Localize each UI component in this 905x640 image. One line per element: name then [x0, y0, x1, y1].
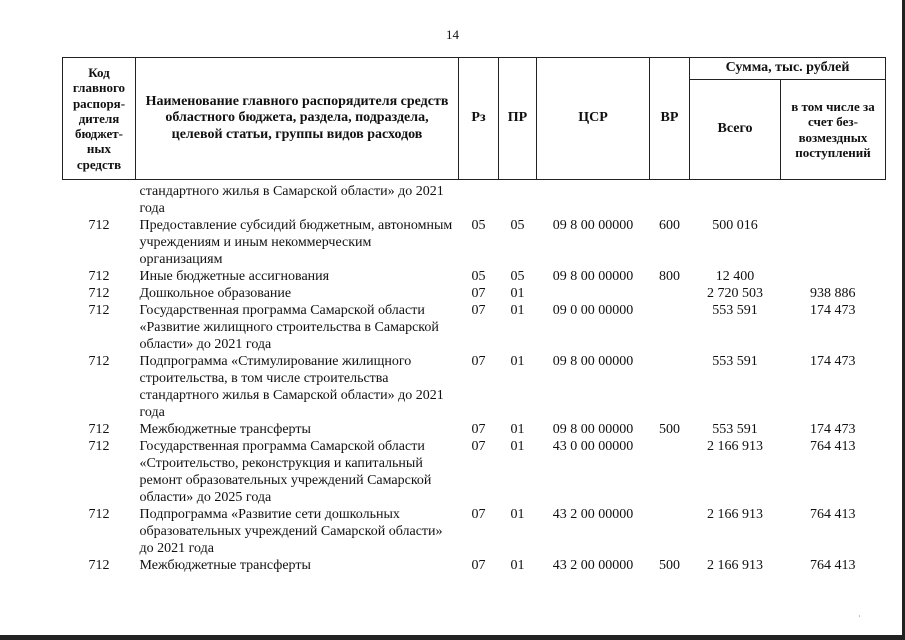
cell-code: 712: [88, 269, 110, 284]
cell-pr: 01: [510, 286, 525, 301]
table-row: [63, 217, 886, 268]
table-row: [63, 557, 886, 574]
cell-name: Дошкольное образование: [139, 286, 292, 301]
header-name: Наименование главного распорядителя средств областного бюджета, раздела, подраздела, целевой статьи, группы видов расходов: [136, 58, 459, 180]
cell-csr: 09 8 00 00000: [552, 422, 634, 437]
cell-csr: 43 0 00 00000: [552, 439, 634, 454]
header-vr: ВР: [650, 58, 690, 180]
cell-vr: [650, 438, 690, 506]
header-csr: ЦСР: [537, 58, 650, 180]
cell-pr: 01: [510, 422, 525, 437]
budget-table: [62, 57, 886, 574]
cell-total: 12 400: [715, 269, 755, 284]
cell-including: 174 473: [810, 354, 856, 369]
cell-csr: 43 2 00 00000: [552, 558, 634, 573]
scan-mark: ·: [858, 612, 861, 621]
cell-including: 174 473: [810, 422, 856, 437]
cell-total: 2 720 503: [707, 286, 763, 301]
header-sum-group: Сумма, тыс. рублей: [690, 58, 886, 80]
cell-including: [781, 217, 886, 268]
cell-pr: 01: [510, 354, 525, 369]
cell-name: Иные бюджетные ассигнования: [139, 269, 330, 284]
cell-vr: 600: [659, 218, 680, 233]
cell-vr: [650, 506, 690, 557]
cell-name: Государственная программа Самарской области «Строительство, реконструкция и капитальный ремонт образовательных учреждений Самарской области» до 2025 года: [139, 439, 432, 505]
cell-csr: [537, 285, 650, 302]
cell-name: Государственная программа Самарской области «Развитие жилищного строительства в Самарской области» до 2021 года: [139, 303, 439, 352]
table-row: [63, 421, 886, 438]
cell-rz: 05: [471, 218, 486, 233]
cell-pr: 01: [510, 558, 525, 573]
cell-pr: 01: [510, 507, 525, 522]
cell-total: 500 016: [712, 218, 758, 233]
cell-csr: 09 8 00 00000: [552, 269, 634, 284]
cell-rz: 05: [471, 269, 486, 284]
header-total: Всего: [690, 80, 781, 180]
cell-vr: [650, 302, 690, 353]
cell-pr: 01: [510, 303, 525, 318]
table-row: [63, 506, 886, 557]
table-body: [63, 180, 886, 575]
table-row-continuation: [63, 180, 886, 218]
cell-rz: 07: [471, 303, 486, 318]
cell-csr: 09 0 00 00000: [552, 303, 634, 318]
cell-code: 712: [88, 218, 110, 233]
cell-including: 764 413: [810, 507, 856, 522]
cell-total: 2 166 913: [707, 507, 763, 522]
table-row: [63, 285, 886, 302]
cell-name: Межбюджетные трансферты: [139, 558, 311, 573]
cell-total: 553 591: [712, 422, 758, 437]
cell-code: 712: [88, 507, 110, 522]
cell-total: 2 166 913: [707, 558, 763, 573]
cell-rz: 07: [471, 507, 486, 522]
cell-rz: 07: [471, 422, 486, 437]
cell-csr: 43 2 00 00000: [552, 507, 634, 522]
header-rz: Рз: [459, 58, 499, 180]
cell-total: 553 591: [712, 354, 758, 369]
cell-vr: [650, 285, 690, 302]
cell-name: Подпрограмма «Развитие сети дошкольных образовательных учреждений Самарской области» до 2021 года: [139, 507, 443, 556]
cell-csr: 09 8 00 00000: [552, 354, 634, 369]
table-header: [63, 58, 886, 180]
cell-including: 938 886: [810, 286, 856, 301]
cell-code: 712: [88, 303, 110, 318]
table-row: [63, 268, 886, 285]
continuation-text: стандартного жилья в Самарской области» до 2021 года: [139, 184, 444, 216]
header-pr: ПР: [499, 58, 537, 180]
header-code: Код главного распоря-дителя бюджет-ных средств: [63, 58, 136, 180]
cell-vr: [650, 353, 690, 421]
table-row: [63, 438, 886, 506]
page-number: 14: [446, 27, 459, 42]
cell-code: 712: [88, 422, 110, 437]
cell-code: 712: [88, 354, 110, 369]
cell-pr: 05: [510, 269, 525, 284]
cell-vr: 500: [659, 422, 680, 437]
cell-rz: 07: [471, 286, 486, 301]
cell-csr: 09 8 00 00000: [552, 218, 634, 233]
cell-rz: 07: [471, 558, 486, 573]
cell-pr: 05: [510, 218, 525, 233]
header-including: в том числе за счет без-возмездных поступлений: [781, 80, 886, 180]
cell-name: Предоставление субсидий бюджетным, автономным учреждениям и иным некоммерческим организациям: [139, 218, 453, 267]
table-row: [63, 302, 886, 353]
cell-vr: 800: [659, 269, 680, 284]
cell-code: 712: [88, 439, 110, 454]
cell-including: 764 413: [810, 439, 856, 454]
cell-name: Межбюджетные трансферты: [139, 422, 311, 437]
cell-total: 2 166 913: [707, 439, 763, 454]
cell-including: 174 473: [810, 303, 856, 318]
cell-code: 712: [88, 286, 110, 301]
cell-rz: 07: [471, 439, 486, 454]
cell-rz: 07: [471, 354, 486, 369]
cell-vr: 500: [659, 558, 680, 573]
cell-name: Подпрограмма «Стимулирование жилищного строительства, в том числе строительства стандартного жилья в Самарской области» до 2021 года: [139, 354, 444, 420]
cell-including: [781, 268, 886, 285]
page-border-bottom: [0, 635, 905, 640]
cell-total: 553 591: [712, 303, 758, 318]
cell-including: 764 413: [810, 558, 856, 573]
cell-pr: 01: [510, 439, 525, 454]
table-row: [63, 353, 886, 421]
cell-code: 712: [88, 558, 110, 573]
